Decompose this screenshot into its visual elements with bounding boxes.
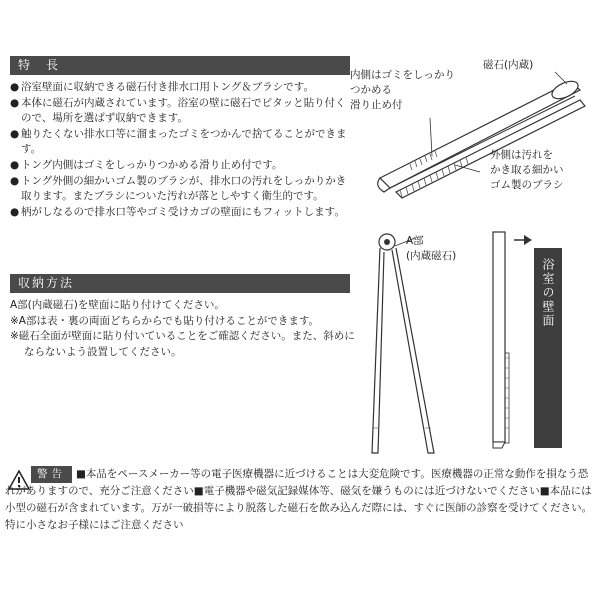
features-list xyxy=(10,80,355,220)
features-header: 特 長 xyxy=(10,56,350,75)
feature-item: ● 本体に磁石が内蔵されています。浴室の壁に磁石でピタッと貼り付くので、場所を選ばず収納できます。 xyxy=(10,96,346,125)
storage-note: ※A部は表・裏の両面どちらからでも貼り付けることができます。 xyxy=(10,314,320,327)
a-part-label: A部 (内蔵磁石) xyxy=(406,235,457,262)
bath-wall-label: 浴室の壁面 xyxy=(541,258,555,328)
magnet-label: 磁石(内蔵) xyxy=(483,59,534,71)
warning-section xyxy=(5,466,595,534)
arrow-right-icon xyxy=(512,232,534,248)
feature-item: ● トング内側はゴミをしっかりつかめる滑り止め付です。 xyxy=(10,158,283,171)
warning-text: ■本品をペースメーカー等の電子医療機器に近づけることは大変危険です。医療機器の正常な動作を損なう恐れがありますので、充分ご注意ください■電子機器や磁気記録媒体等、磁気を嫌うものには近づけないでください■本品には小型の磁石が含まれています。万が一破損等により脱落した磁石を飲み込んだ際には、すぐに医師の診察を受けてください。特に小さなお子様にはご注意ください xyxy=(5,468,593,531)
storage-header: 収納方法 xyxy=(10,274,350,293)
feature-item: ● 柄がしなるので排水口等やゴミ受けカゴの壁面にもフィットします。 xyxy=(10,205,345,218)
feature-item: ● トング外側の細かいゴム製のブラシが、排水口の汚れをしっかりかき取ります。またブラシについた汚れが落としやすく衛生的です。 xyxy=(10,174,347,203)
warning-tag: 警告 xyxy=(31,466,72,483)
feature-item: ● 浴室壁面に収納できる磁石付き排水口用トング＆ブラシです。 xyxy=(10,81,314,93)
storage-line: A部(内蔵磁石)を壁面に貼り付けてください。 xyxy=(10,299,225,311)
outer-brush-label: 外側は汚れを かき取る細かい ゴム製のブラシ xyxy=(490,149,564,191)
storage-instructions xyxy=(10,298,355,360)
storage-note: ※磁石全面が壁面に貼り付いていることをご確認ください。また、斜めにならないよう設置してください。 xyxy=(10,330,355,358)
feature-item: ● 触りたくない排水口等に溜まったゴミをつかんで捨てることができます。 xyxy=(10,127,347,156)
inner-grip-label: 内側はゴミをしっかり つかめる 滑り止め付 xyxy=(350,69,455,111)
bath-wall-illustration xyxy=(534,248,562,448)
tong-profile-illustration xyxy=(488,228,528,453)
